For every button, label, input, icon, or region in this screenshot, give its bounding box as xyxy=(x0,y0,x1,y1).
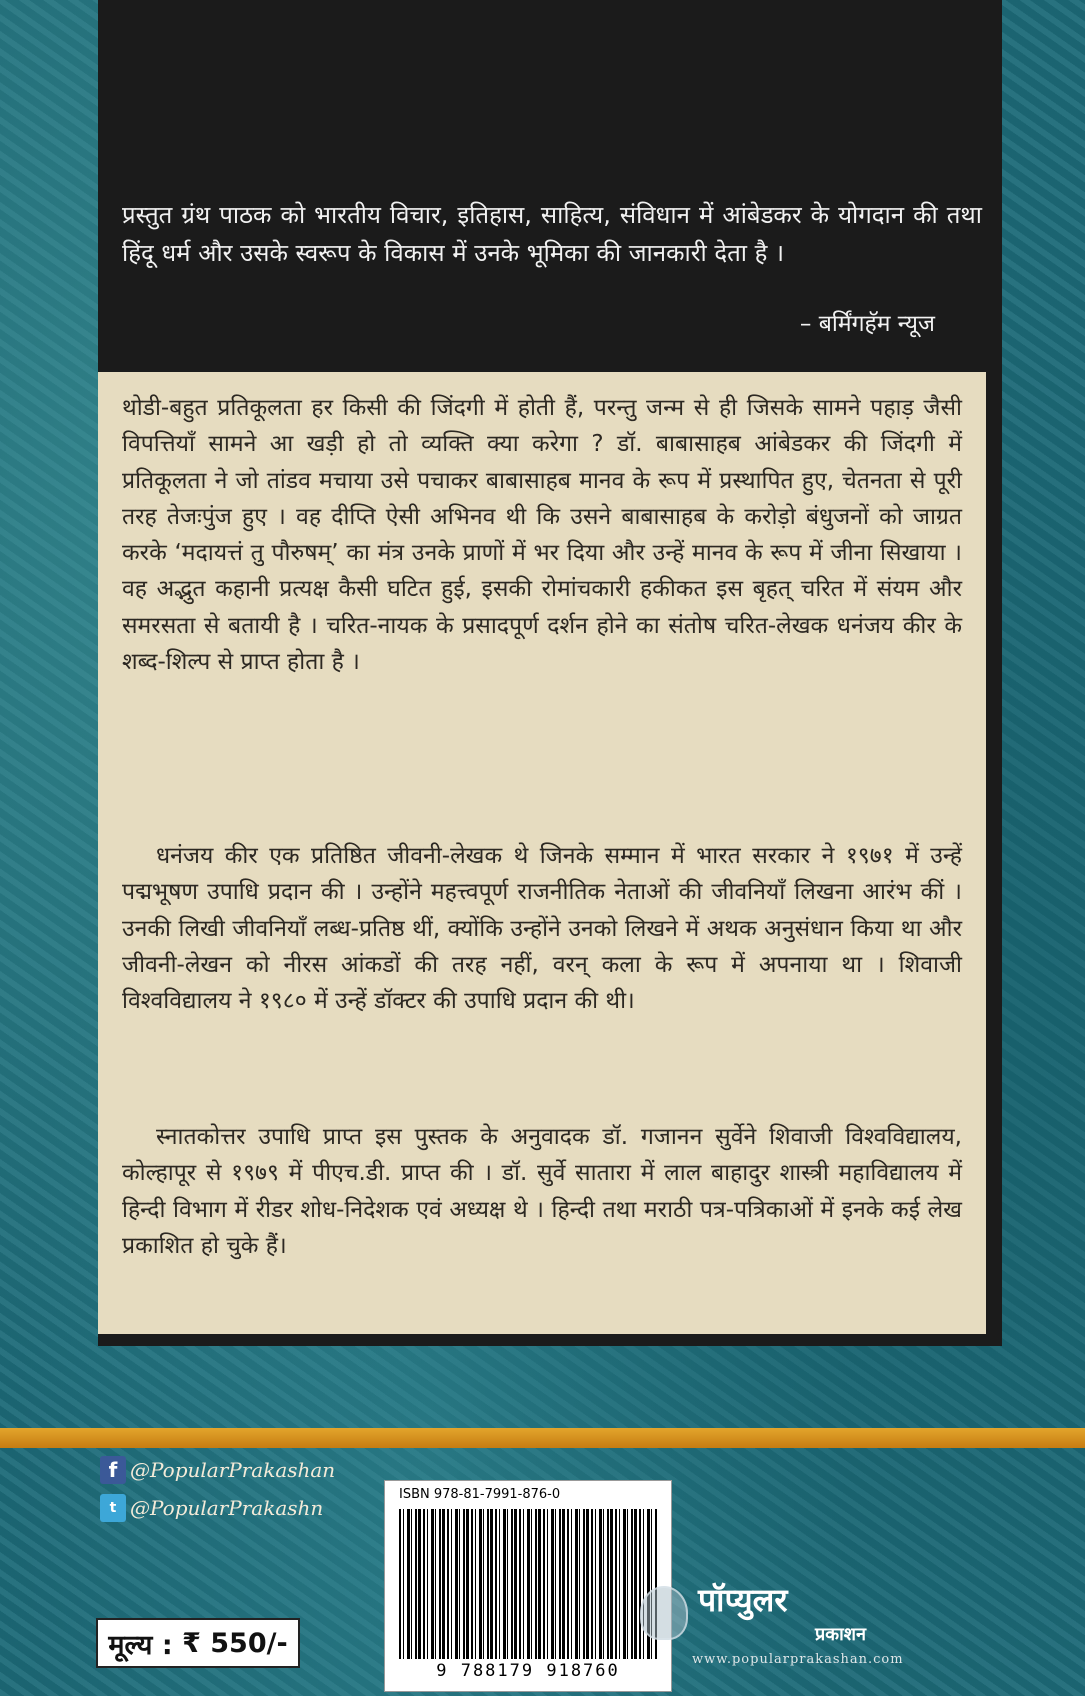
blurb-paragraph-1: थोडी-बहुत प्रतिकूलता हर किसी की जिंदगी में होती हैं, परन्तु जन्म से ही जिसके सामने पहाड़ जैसी विपत्तियाँ सामने आ खड़ी हो तो व्यक्ति क्या करेगा ? डॉ. बाबासाहब आंबेडकर की जिंदगी में प्रतिकूलता ने जो तांडव मचाया उसे पचाकर बाबासाहब मानव के रूप में प्रस्थापित हुए, चेतनता से पूरी तरह तेजःपुंज हुए । वह दीप्ति ऐसी अभिनव थी कि उसने बाबासाहब के करोड़ो बंधुजनों को जाग्रत करके ‘मदायत्तं तु पौरुषम्’ का मंत्र उनके प्राणों में भर दिया और उन्हें मानव के रूप में जीना सिखाया । वह अद्भुत कहानी प्रत्यक्ष कैसी घटित हुई, इसकी रोमांचकारी हकीकत इस बृहत् चरित में संयम और समरसता से बतायी है । चरित-नायक के प्रसादपूर्ण दर्शन होने का संतोष चरित-लेखक धनंजय कीर के शब्द-शिल्प से प्राप्त होता है । xyxy=(122,395,962,676)
barcode-digits: 9 788179 918760 xyxy=(436,1661,620,1681)
publisher-name: पॉप्युलर xyxy=(698,1581,788,1619)
price-value: ₹ 550/- xyxy=(182,1627,288,1659)
twitter-handle-text: @PopularPrakashn xyxy=(130,1496,324,1520)
blurb-paper xyxy=(98,372,986,1334)
barcode xyxy=(399,1509,657,1659)
gold-band xyxy=(0,1428,1085,1448)
blurb-paragraph-2: धनंजय कीर एक प्रतिष्ठित जीवनी-लेखक थे जिनके सम्मान में भारत सरकार ने १९७१ में उन्हें पद्मभूषण उपाधि प्रदान की । उन्होंने महत्त्वपूर्ण राजनीतिक नेताओं की जीवनियाँ लिखना आरंभ कीं । उनकी लिखी जीवनियाँ लब्ध-प्रतिष्ठ थीं, क्योंकि उन्होंने उनको लिखने में अथक अनुसंधान किया था और जीवनी-लेखन को नीरस आंकडों की तरह नहीं, वरन् कला के रूप में अपनाया था । शिवाजी विश्वविद्यालय ने १९८० में उन्हें डॉक्टर की उपाधि प्रदान की थी। xyxy=(122,843,962,1015)
publisher-logo xyxy=(640,1578,904,1678)
facebook-icon: f xyxy=(100,1456,126,1484)
isbn-barcode-box xyxy=(384,1480,672,1692)
price-box xyxy=(96,1618,300,1668)
isbn-label: ISBN 978-81-7991-876-0 xyxy=(399,1487,561,1502)
twitter-handle xyxy=(100,1494,323,1522)
facebook-handle xyxy=(100,1456,335,1484)
facebook-handle-text: @PopularPrakashan xyxy=(130,1458,336,1482)
elephant-logo-icon xyxy=(640,1586,688,1640)
review-quote: प्रस्तुत ग्रंथ पाठक को भारतीय विचार, इतिहास, साहित्य, संविधान में आंबेडकर के योगदान की तथा हिंदू धर्म और उसके स्वरूप के विकास में उनके भूमिका की जानकारी देता है । xyxy=(122,201,982,267)
price-label: मूल्य : xyxy=(108,1629,173,1661)
quote-source: – बर्मिंगहॅम न्यूज xyxy=(799,311,935,337)
twitter-icon: t xyxy=(100,1494,126,1522)
publisher-website: www.popularprakashan.com xyxy=(692,1652,904,1667)
blurb-paragraph-3: स्नातकोत्तर उपाधि प्राप्त इस पुस्तक के अनुवादक डॉ. गजानन सुर्वेने शिवाजी विश्वविद्यालय, कोल्हापूर से १९७९ में पीएच.डी. प्राप्त की । डॉ. सुर्वे सातारा में लाल बाहादुर शास्त्री महाविद्यालय में हिन्दी विभाग में रीडर शोध-निदेशक एवं अध्यक्ष थे । हिन्दी तथा मराठी पत्र-पत्रिकाओं में इनके कई लेख प्रकाशित हो चुके हैं। xyxy=(122,1124,962,1259)
blurb-panel xyxy=(98,360,1002,1346)
publisher-subtitle: प्रकाशन xyxy=(815,1624,866,1645)
